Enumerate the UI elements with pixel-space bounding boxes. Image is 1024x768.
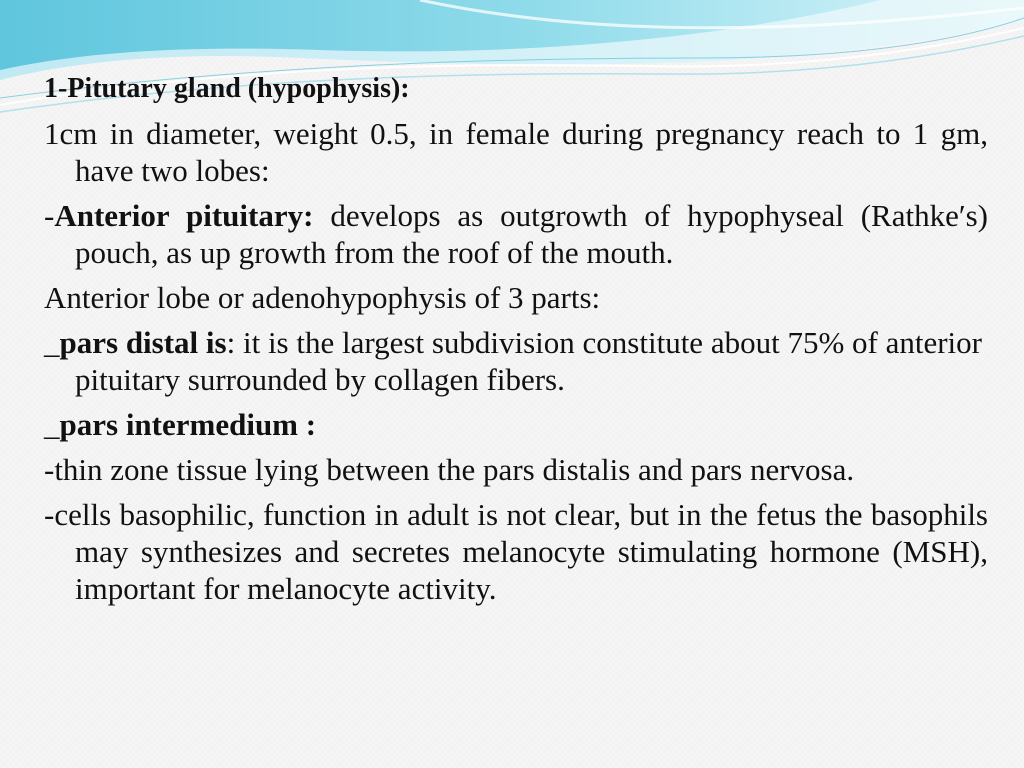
pars-distalis-prefix: _ (44, 325, 60, 360)
paragraph-size-weight: 1cm in diameter, weight 0.5, in female during pregnancy reach to 1 gm, have two lobes: (44, 116, 988, 188)
paragraph-pars-distalis (44, 324, 988, 398)
slide-content (44, 70, 988, 615)
anterior-pituitary-heading: Anterior pituitary: (54, 198, 314, 233)
pars-intermedium-prefix: _ (44, 407, 60, 442)
pars-distalis-heading: pars distal is (59, 325, 227, 360)
anterior-pituitary-prefix: - (44, 198, 55, 233)
pars-intermedium-heading: pars intermedium : (59, 407, 317, 442)
paragraph-thin-zone: -thin zone tissue lying between the pars distalis and pars nervosa. (44, 452, 855, 487)
paragraph-basophils: -cells basophilic, function in adult is not clear, but in the fetus the basophils may synthesizes and secretes melanocyte stimulating hormone (MSH), important for melanocyte activity. (44, 497, 988, 606)
pars-distalis-text: : it is the largest subdivision constitute about 75% of anterior pituitary surrounded by collagen fibers. (75, 325, 982, 397)
paragraph-pars-intermedium (44, 406, 988, 443)
paragraph-adenohypophysis: Anterior lobe or adenohypophysis of 3 parts: (44, 280, 601, 315)
anterior-pituitary-text: develops as outgrowth of hypophyseal (Rathke′s) pouch, as up growth from the roof of the mouth. (75, 198, 989, 270)
slide-title: 1-Pitutary gland (hypophysis): (44, 73, 410, 104)
paragraph-anterior-pituitary (44, 197, 988, 271)
